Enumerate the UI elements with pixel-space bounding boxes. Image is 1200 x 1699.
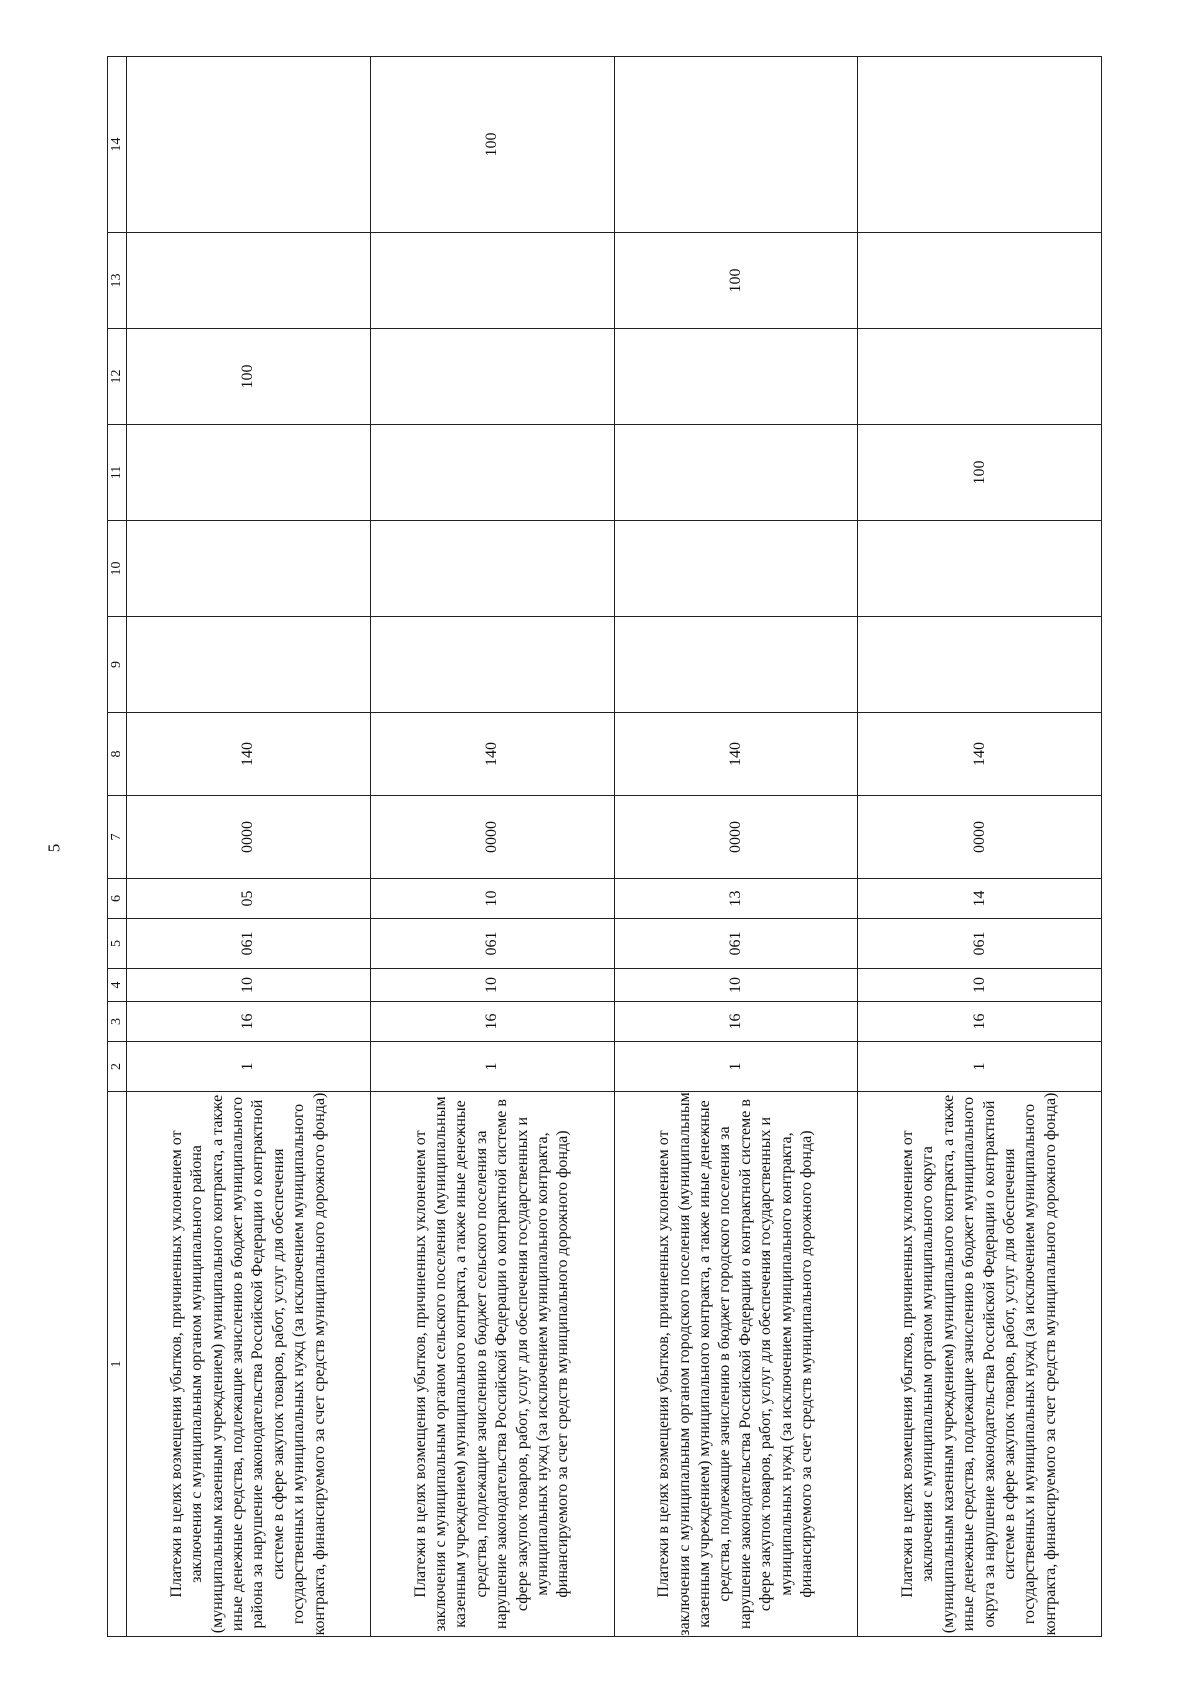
table-cell: 16 xyxy=(127,1002,371,1042)
table-cell: 140 xyxy=(858,713,1102,796)
table-cell xyxy=(858,617,1102,713)
table-row xyxy=(370,57,614,1637)
row-description: Платежи в целях возмещения убытков, причиненных уклонением от заключения с муниципальным органом муниципального округа (муниципальным казенным учреждением) муниципального контракта, а также иные денежные средства, подлежащие зачислению в бюджет муниципального округа за нарушение законодательства Российской Федерации о контрактной системе в сфере закупок товаров, работ, услуг для обеспечения государственных и муниципальных нужд (за исключением муниципального контракта, финансируемого за счет средств муниципального дорожного фонда) xyxy=(858,1092,1102,1637)
table-cell: 16 xyxy=(614,1002,858,1042)
table-cell: 100 xyxy=(614,233,858,329)
row-description: Платежи в целях возмещения убытков, причиненных уклонением от заключения с муниципальным органом муниципального района (муниципальным казенным учреждением) муниципального контракта, а также иные денежные средства, подлежащие зачислению в бюджет муниципального района за нарушение законодательства Российской Федерации о контрактной системе в сфере закупок товаров, работ, услуг для обеспечения государственных и муниципальных нужд (за исключением муниципального контракта, финансируемого за счет средств муниципального дорожного фонда) xyxy=(127,1092,371,1637)
budget-classification-table xyxy=(107,56,1102,1637)
table-cell xyxy=(858,233,1102,329)
table-cell: 100 xyxy=(858,425,1102,521)
table-cell: 0000 xyxy=(858,796,1102,879)
table-cell: 0000 xyxy=(127,796,371,879)
table-cell: 10 xyxy=(370,969,614,1002)
column-header: 11 xyxy=(108,425,127,521)
table-cell: 100 xyxy=(370,57,614,233)
column-header: 7 xyxy=(108,796,127,879)
table-cell xyxy=(370,329,614,425)
table-row xyxy=(858,57,1102,1637)
table-cell xyxy=(614,329,858,425)
table-cell: 140 xyxy=(370,713,614,796)
table-cell: 1 xyxy=(614,1042,858,1092)
table-cell: 13 xyxy=(614,879,858,919)
page-number: 5 xyxy=(44,843,64,853)
table-cell: 140 xyxy=(614,713,858,796)
table-frame xyxy=(107,57,1102,1637)
column-header: 8 xyxy=(108,713,127,796)
column-header: 6 xyxy=(108,879,127,919)
table-row xyxy=(614,57,858,1637)
table-cell: 0000 xyxy=(614,796,858,879)
table-cell: 10 xyxy=(127,969,371,1002)
column-header: 5 xyxy=(108,919,127,969)
row-description: Платежи в целях возмещения убытков, причиненных уклонением от заключения с муниципальным органом городского поселения (муниципальным казенным учреждением) муниципального контракта, а также иные денежные средства, подлежащие зачислению в бюджет городского поселения за нарушение законодательства Российской Федерации о контрактной системе в сфере закупок товаров, работ, услуг для обеспечения государственных и муниципальных нужд (за исключением муниципального контракта, финансируемого за счет средств муниципального дорожного фонда) xyxy=(614,1092,858,1637)
table-cell xyxy=(127,233,371,329)
table-cell xyxy=(614,617,858,713)
column-header: 3 xyxy=(108,1002,127,1042)
table-cell: 10 xyxy=(370,879,614,919)
table-cell xyxy=(858,521,1102,617)
column-header: 2 xyxy=(108,1042,127,1092)
table-cell xyxy=(614,521,858,617)
table-cell xyxy=(127,425,371,521)
table-cell xyxy=(858,57,1102,233)
table-cell xyxy=(858,329,1102,425)
column-header: 12 xyxy=(108,329,127,425)
table-cell: 1 xyxy=(127,1042,371,1092)
table-cell xyxy=(127,57,371,233)
table-cell: 100 xyxy=(127,329,371,425)
table-cell: 14 xyxy=(858,879,1102,919)
column-number-row xyxy=(108,57,127,1637)
table-cell xyxy=(127,521,371,617)
table-cell: 16 xyxy=(858,1002,1102,1042)
column-header: 9 xyxy=(108,617,127,713)
table-cell xyxy=(614,425,858,521)
table-cell xyxy=(370,233,614,329)
column-header: 13 xyxy=(108,233,127,329)
table-cell xyxy=(370,521,614,617)
table-cell: 0000 xyxy=(370,796,614,879)
table-cell: 061 xyxy=(127,919,371,969)
table-cell: 10 xyxy=(614,969,858,1002)
table-cell xyxy=(614,57,858,233)
table-cell: 140 xyxy=(127,713,371,796)
table-cell: 10 xyxy=(858,969,1102,1002)
table-cell: 1 xyxy=(370,1042,614,1092)
column-header: 10 xyxy=(108,521,127,617)
table-cell: 16 xyxy=(370,1002,614,1042)
rotated-table-container xyxy=(107,57,1102,1637)
table-cell xyxy=(127,617,371,713)
table-cell: 061 xyxy=(858,919,1102,969)
column-header: 4 xyxy=(108,969,127,1002)
table-row xyxy=(127,57,371,1637)
table-cell: 061 xyxy=(614,919,858,969)
table-cell xyxy=(370,617,614,713)
column-header: 1 xyxy=(108,1092,127,1637)
table-cell xyxy=(370,425,614,521)
column-header: 14 xyxy=(108,57,127,233)
table-cell: 05 xyxy=(127,879,371,919)
row-description: Платежи в целях возмещения убытков, причиненных уклонением от заключения с муниципальным органом сельского поселения (муниципальным казенным учреждением) муниципального контракта, а также иные денежные средства, подлежащие зачислению в бюджет сельского поселения за нарушение законодательства Российской Федерации о контрактной системе в сфере закупок товаров, работ, услуг для обеспечения государственных и муниципальных нужд (за исключением муниципального контракта, финансируемого за счет средств муниципального дорожного фонда) xyxy=(370,1092,614,1637)
table-cell: 061 xyxy=(370,919,614,969)
table-cell: 1 xyxy=(858,1042,1102,1092)
